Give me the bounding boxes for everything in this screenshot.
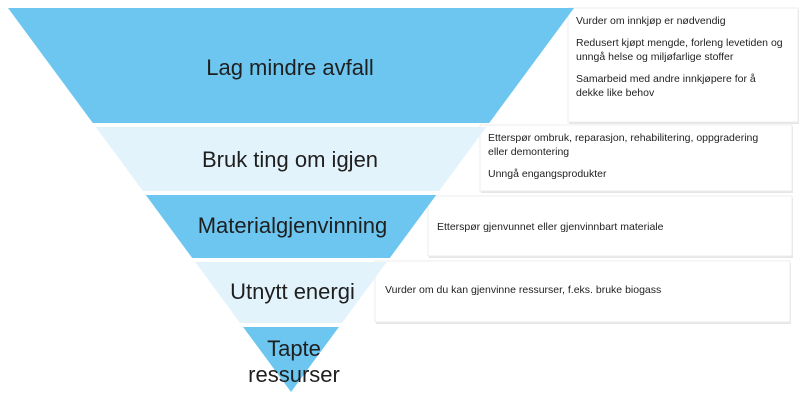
notes-energy-recovery: [385, 283, 780, 297]
note-text: Etterspør ombruk, reparasjon, rehabilitering, oppgradering eller demontering: [488, 132, 759, 158]
level-label-energy-recovery: Utnytt energi: [230, 279, 355, 304]
note-text: Unngå engangsprodukter: [488, 168, 607, 180]
note-text: Redusert kjøpt mengde, forleng levetiden og unngå helse og miljøfarlige stoffer: [576, 37, 783, 63]
level-label-material-recycling: Materialgjenvinning: [197, 213, 388, 238]
note-text: Vurder om du kan gjenvinne ressurser, f.eks. bruke biogass: [385, 284, 662, 296]
level-label-reuse: Bruk ting om igjen: [201, 147, 379, 172]
note-text: Samarbeid med andre innkjøpere for å dekke like behov: [576, 73, 756, 99]
notes-material-recycling: [437, 220, 782, 234]
notes-reuse: [488, 131, 778, 181]
note-text: Etterspør gjenvunnet eller gjenvinnbart materiale: [437, 221, 664, 233]
notes-reduce-waste: [576, 14, 786, 100]
level-label-lost-resources: Tapte ressurser: [248, 336, 340, 387]
note-text: Vurder om innkjøp er nødvendig: [576, 15, 726, 27]
level-label-reduce-waste: Lag mindre avfall: [206, 55, 374, 80]
